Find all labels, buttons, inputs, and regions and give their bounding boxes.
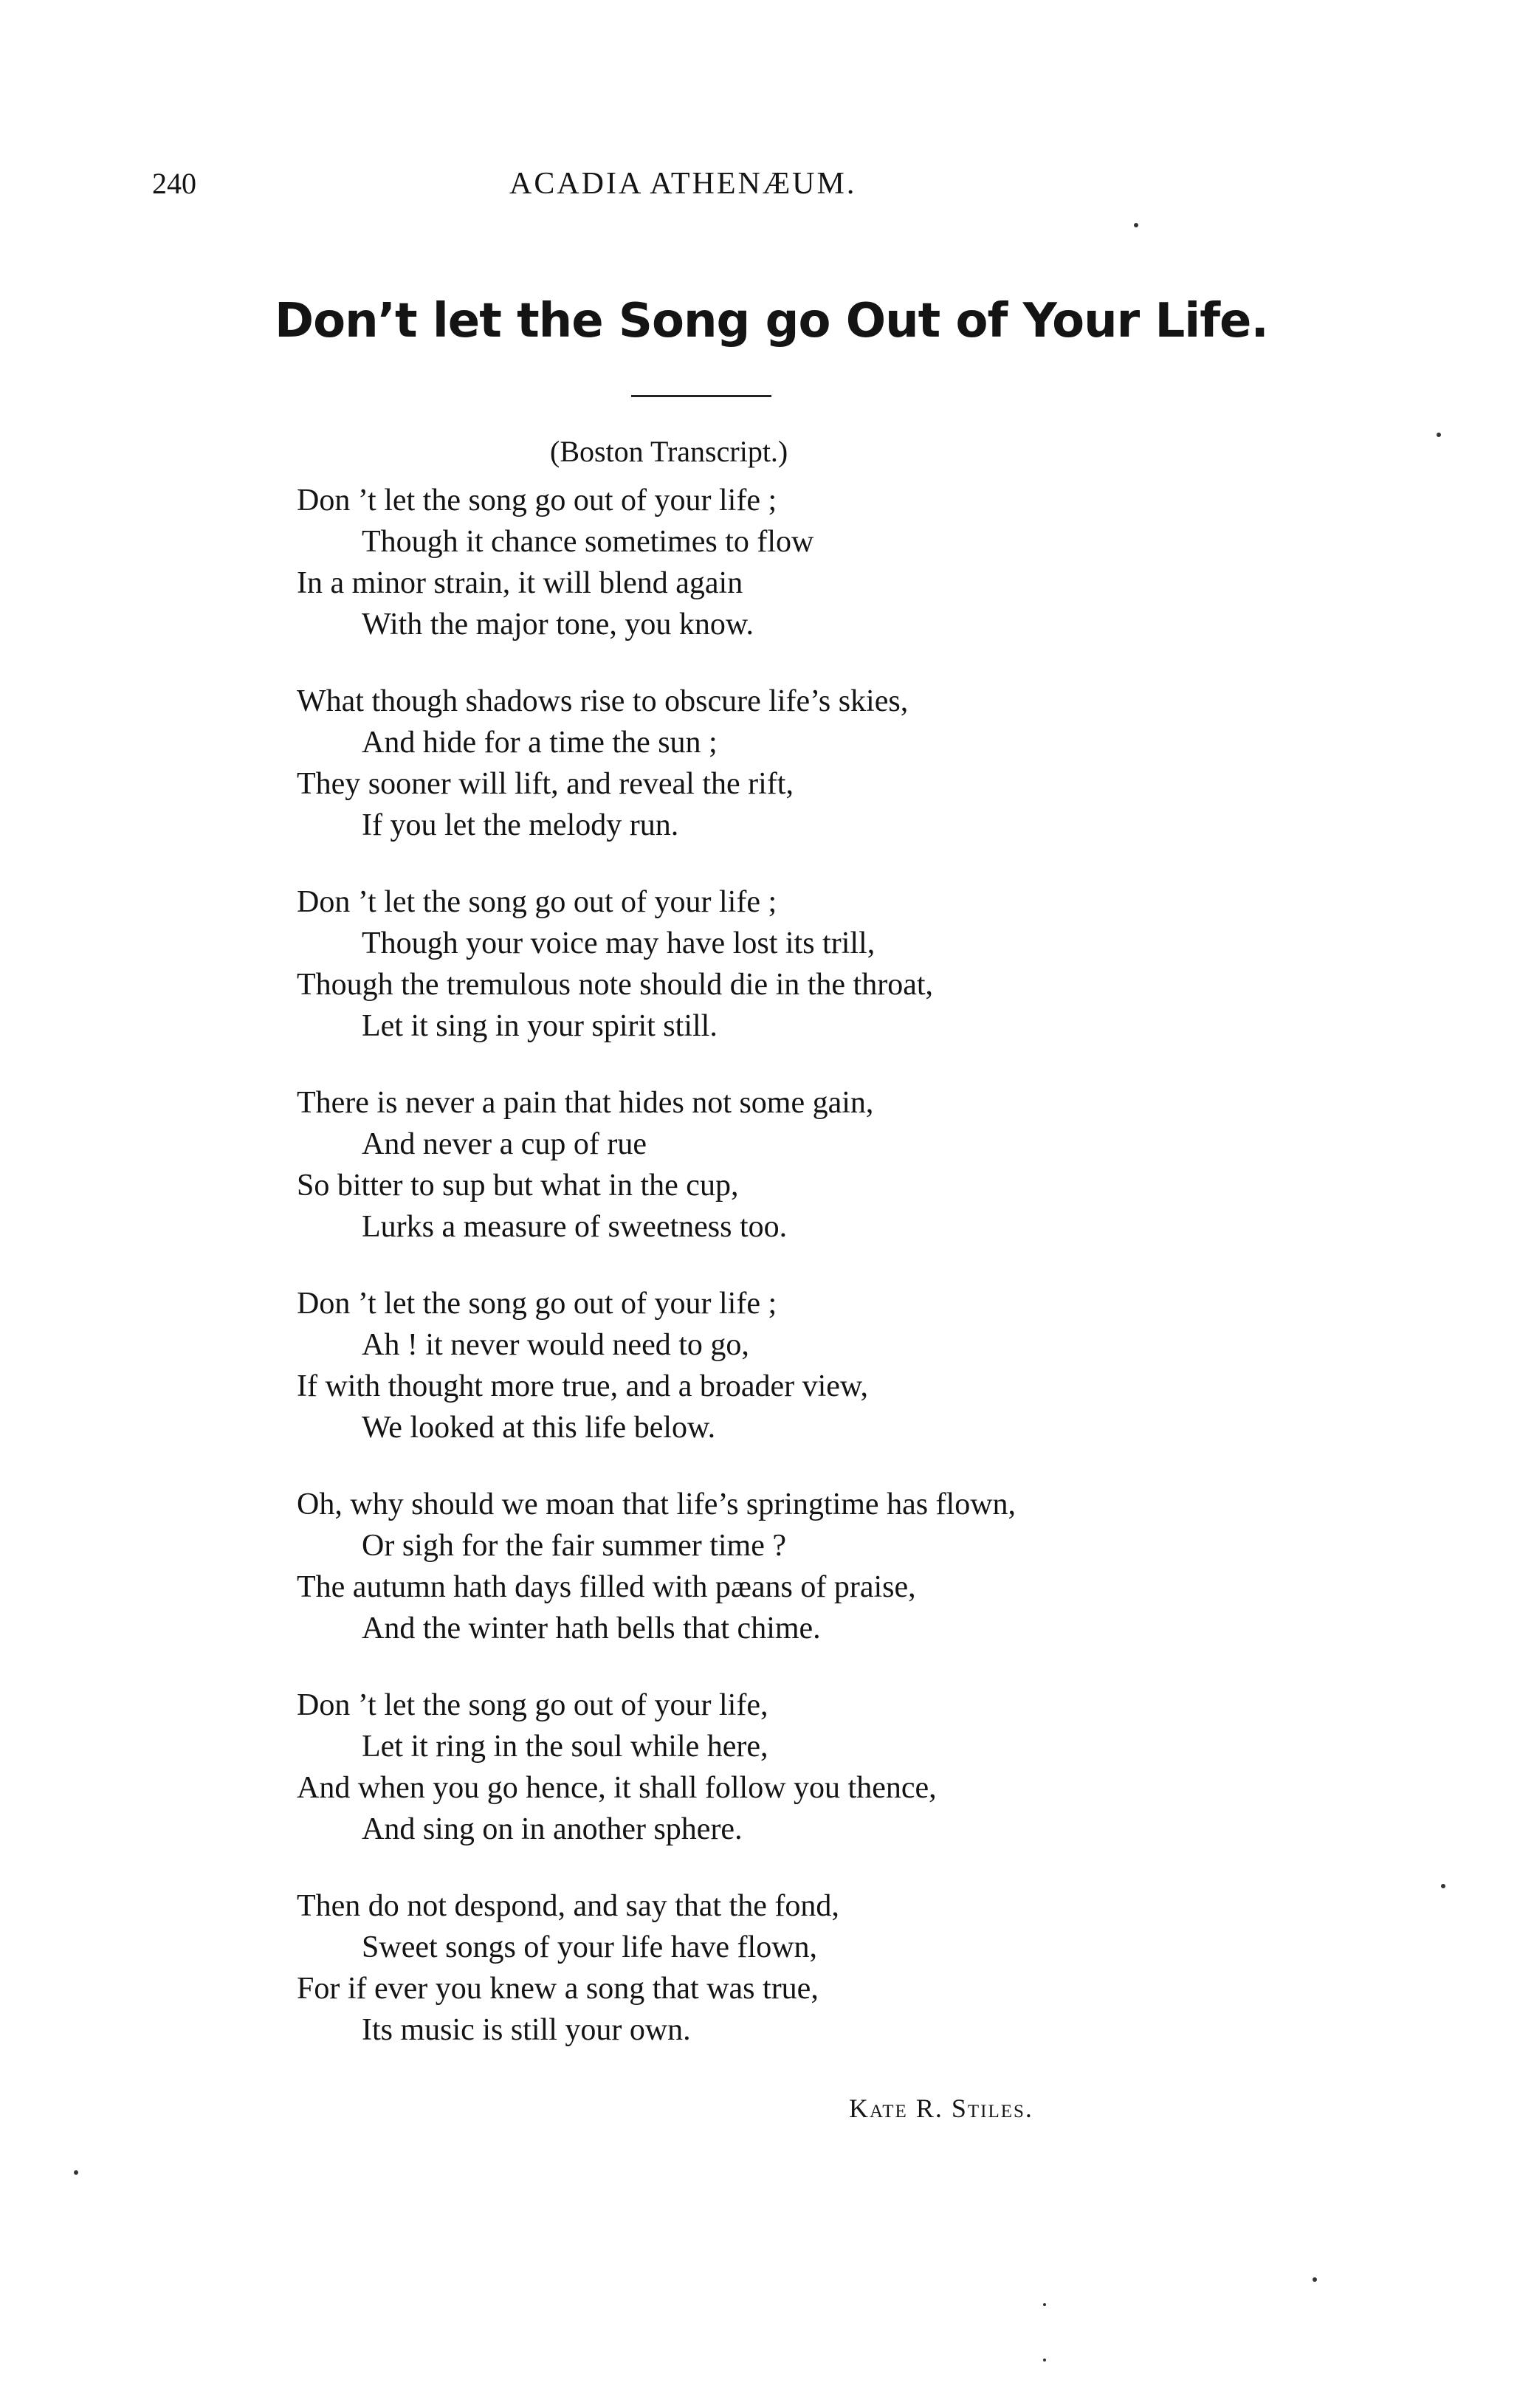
poem-line: The autumn hath days filled with pæans of praise, [297,1570,916,1604]
stanza [297,480,1016,645]
poem-line: Don ’t let the song go out of your life ; [297,484,777,517]
stanza [297,681,1016,846]
poem-line: Though the tremulous note should die in the throat, [297,968,934,1002]
poem-line: Then do not despond, and say that the fond, [297,1889,839,1923]
poem-line: Though it chance sometimes to flow [362,525,814,559]
author-signature: Kate R. Stiles. [849,2094,1033,2123]
poem-line: Ah ! it never would need to go, [362,1328,749,1362]
poem-line: Don ’t let the song go out of your life ; [297,885,777,919]
stanza [297,1885,1016,2051]
poem-line: If you let the melody run. [362,808,679,842]
poem-line: In a minor strain, it will blend again [297,566,743,600]
poem-line: And never a cup of rue [362,1127,647,1161]
poem-line: Oh, why should we moan that life’s springtime has flown, [297,1487,1017,1521]
scan-speck [1441,1884,1445,1888]
poem-line: Let it sing in your spirit still. [362,1009,718,1043]
poem-line: Though your voice may have lost its trill, [362,926,876,960]
poem-line: Sweet songs of your life have flown, [362,1930,818,1964]
title-rule [631,395,771,397]
source-credit: (Boston Transcript.) [550,435,788,468]
poem-line: Lurks a measure of sweetness too. [362,1210,788,1244]
poem-body [297,480,1016,2051]
poem-line: With the major tone, you know. [362,608,754,641]
poem-title: Don’t let the Song go Out of Your Life. [275,294,1268,348]
scan-speck [1313,2277,1317,2282]
stanza [297,1082,1016,1248]
scan-speck [74,2170,78,2175]
poem-line: If with thought more true, and a broader view, [297,1369,869,1403]
scan-speck [1134,223,1138,227]
poem-line: They sooner will lift, and reveal the rift, [297,767,794,801]
poem-line: And sing on in another sphere. [362,1812,743,1846]
stanza [297,881,1016,1047]
poem-line: Don ’t let the song go out of your life ; [297,1287,777,1321]
poem-line: For if ever you knew a song that was true, [297,1972,819,2006]
stanza [297,1484,1016,1649]
poem-line: Let it ring in the soul while here, [362,1730,768,1764]
poem-line: Don ’t let the song go out of your life, [297,1688,768,1722]
scan-speck [1043,2303,1046,2306]
poem-line: There is never a pain that hides not some gain, [297,1086,874,1120]
page-number: 240 [152,167,196,200]
poem-line: What though shadows rise to obscure life’s skies, [297,684,909,718]
poem-line: Its music is still your own. [362,2013,691,2047]
scan-speck [1437,433,1441,437]
poem-line: And when you go hence, it shall follow you thence, [297,1771,937,1805]
poem-line: And the winter hath bells that chime. [362,1611,821,1645]
poem-line: So bitter to sup but what in the cup, [297,1169,739,1203]
running-head: ACADIA ATHENÆUM. [509,167,857,201]
stanza [297,1283,1016,1448]
poem-line: We looked at this life below. [362,1411,716,1445]
poem-line: And hide for a time the sun ; [362,726,718,760]
poem-line: Or sigh for the fair summer time ? [362,1529,786,1563]
stanza [297,1685,1016,1850]
scan-speck [1043,2359,1046,2361]
